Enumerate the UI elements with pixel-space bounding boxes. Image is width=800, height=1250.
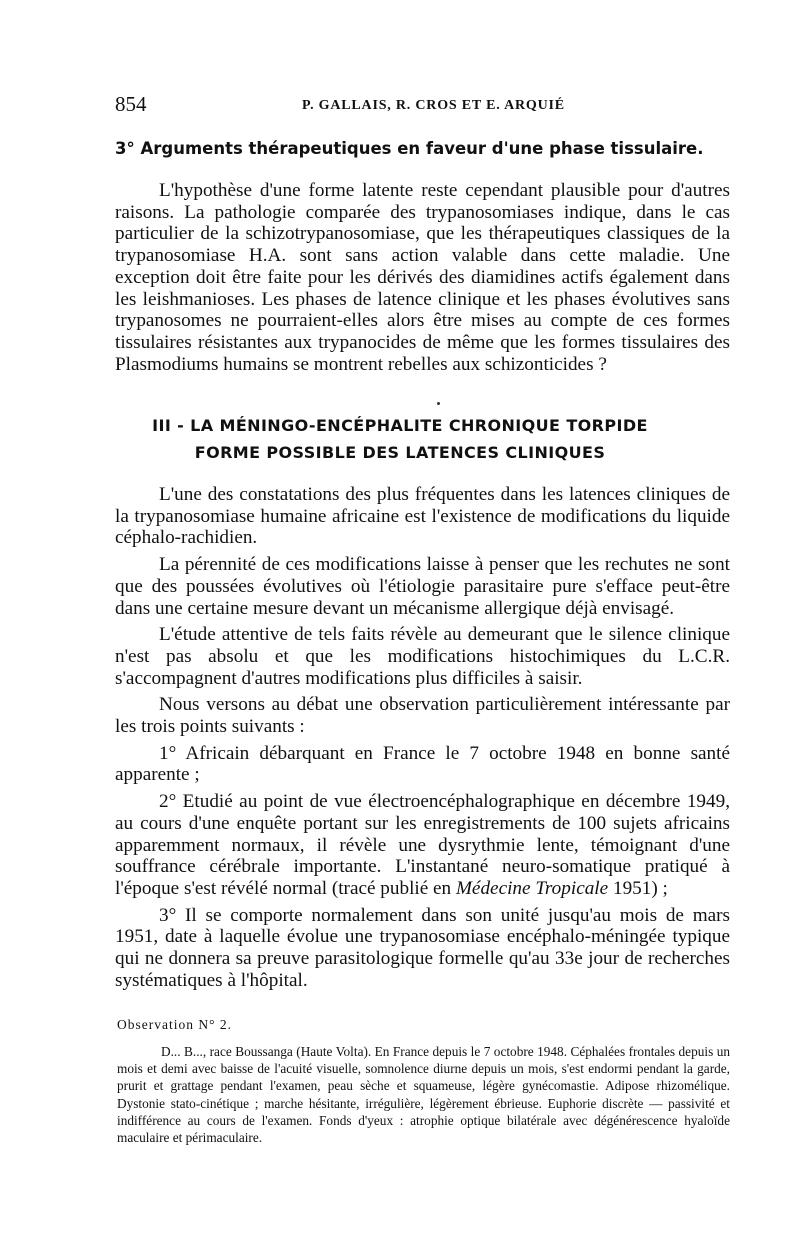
chapter-heading-line-2: FORME POSSIBLE DES LATENCES CLINIQUES [194,443,606,462]
journal-title: Médecine Tropicale [455,877,609,899]
observation-label: Observation N° 2. [117,1017,233,1032]
running-head-authors: P. GALLAIS, R. CROS ET E. ARQUIÉ [302,98,565,113]
point-2-text: 2° Etudié au point de vue électroencéphalographique en décembre 1949, au cours d'une enquête portant sur les enregistrements de 100 sujets africains apparemment normaux, il révèle une dysrythmie lente, témoignant d'une souffrance cérébrale importante. L'instantané neuro-somatique pratiqué à l'époque s'est révélé normal (tracé publié en [115,791,730,899]
chapter-heading-line-1: III - LA MÉNINGO-ENCÉPHALITE CHRONIQUE TORPIDE [152,416,648,435]
numbered-point-3: 3° Il se comporte normalement dans son unité jusqu'au mois de mars 1951, date à laquelle évolue une trypanosomiase encéphalo-méningée typique qui ne donnera sa preuve parasitologique formelle qu'au 33e jour de recherches systématiques à l'hôpital. [115,904,730,991]
running-head [115,92,685,122]
paragraph-latent-form [115,180,730,375]
paragraph: La pérennité de ces modifications laisse à penser que les rechutes ne sont que des poussées évolutives où l'étiologie parasitaire pure s'efface peut-être dans une certaine mesure devant un mécanisme allergique déjà envisagé. [115,554,730,619]
paragraph: L'une des constatations des plus fréquentes dans les latences cliniques de la trypanosomiase humaine africaine est l'existence de modifications du liquide céphalo-rachidien. [115,484,730,549]
numbered-point-1: 1° Africain débarquant en France le 7 octobre 1948 en bonne santé apparente ; [115,742,730,786]
paragraph: L'hypothèse d'une forme latente reste cependant plausible pour d'autres raisons. La pathologie comparée des trypanosomiases indique, dans le cas particulier de la schizotrypanosomiase, que les thérapeutiques classiques de la trypanosomiase H.A. sont sans action valable dans cette maladie. Une exception doit être faite pour les dérivés des diamidines actifs également dans les leishmanioses. Les phases de latence clinique et les phases évolutives sans trypanosomes ne pourraient-elles alors être mises au compte de ces formes tissulaires résistantes aux trypanocides de même que les formes tissulaires des Plasmodiums humains se montrent rebelles aux schizonticides ? [115,180,730,375]
ink-dot [437,402,440,405]
observation-note [117,1043,730,1146]
chapter-body [115,484,730,991]
paragraph: Nous versons au débat une observation particulièrement intéressante par les trois points suivants : [115,694,730,738]
point-2-end: 1951) ; [608,877,668,899]
page-number: 854 [115,92,147,116]
section-heading: 3° Arguments thérapeutiques en faveur d'une phase tissulaire. [115,139,704,158]
numbered-point-2 [115,791,730,900]
observation-text: D... B..., race Boussanga (Haute Volta). En France depuis le 7 octobre 1948. Céphalées frontales depuis un mois et demi avec baisse de l'acuité visuelle, somnolence diurne depuis un mois, s'est endormi pendant la garde, prurit et grattage pendant l'examen, peau sèche et squameuse, légère gynécomastie. Adipose rhizomélique. Dystonie stato-cinétique ; marche hésitante, irrégulière, légèrement ébrieuse. Euphorie discrète — passivité et indifférence au cours de l'examen. Fonds d'yeux : atrophie optique bilatérale avec dégénérescence hyaloïde maculaire et périmaculaire. [117,1044,730,1146]
paragraph: L'étude attentive de tels faits révèle au demeurant que le silence clinique n'est pas absolu et que les modifications histochimiques du L.C.R. s'accompagnent d'autres modifications plus difficiles à saisir. [115,624,730,689]
